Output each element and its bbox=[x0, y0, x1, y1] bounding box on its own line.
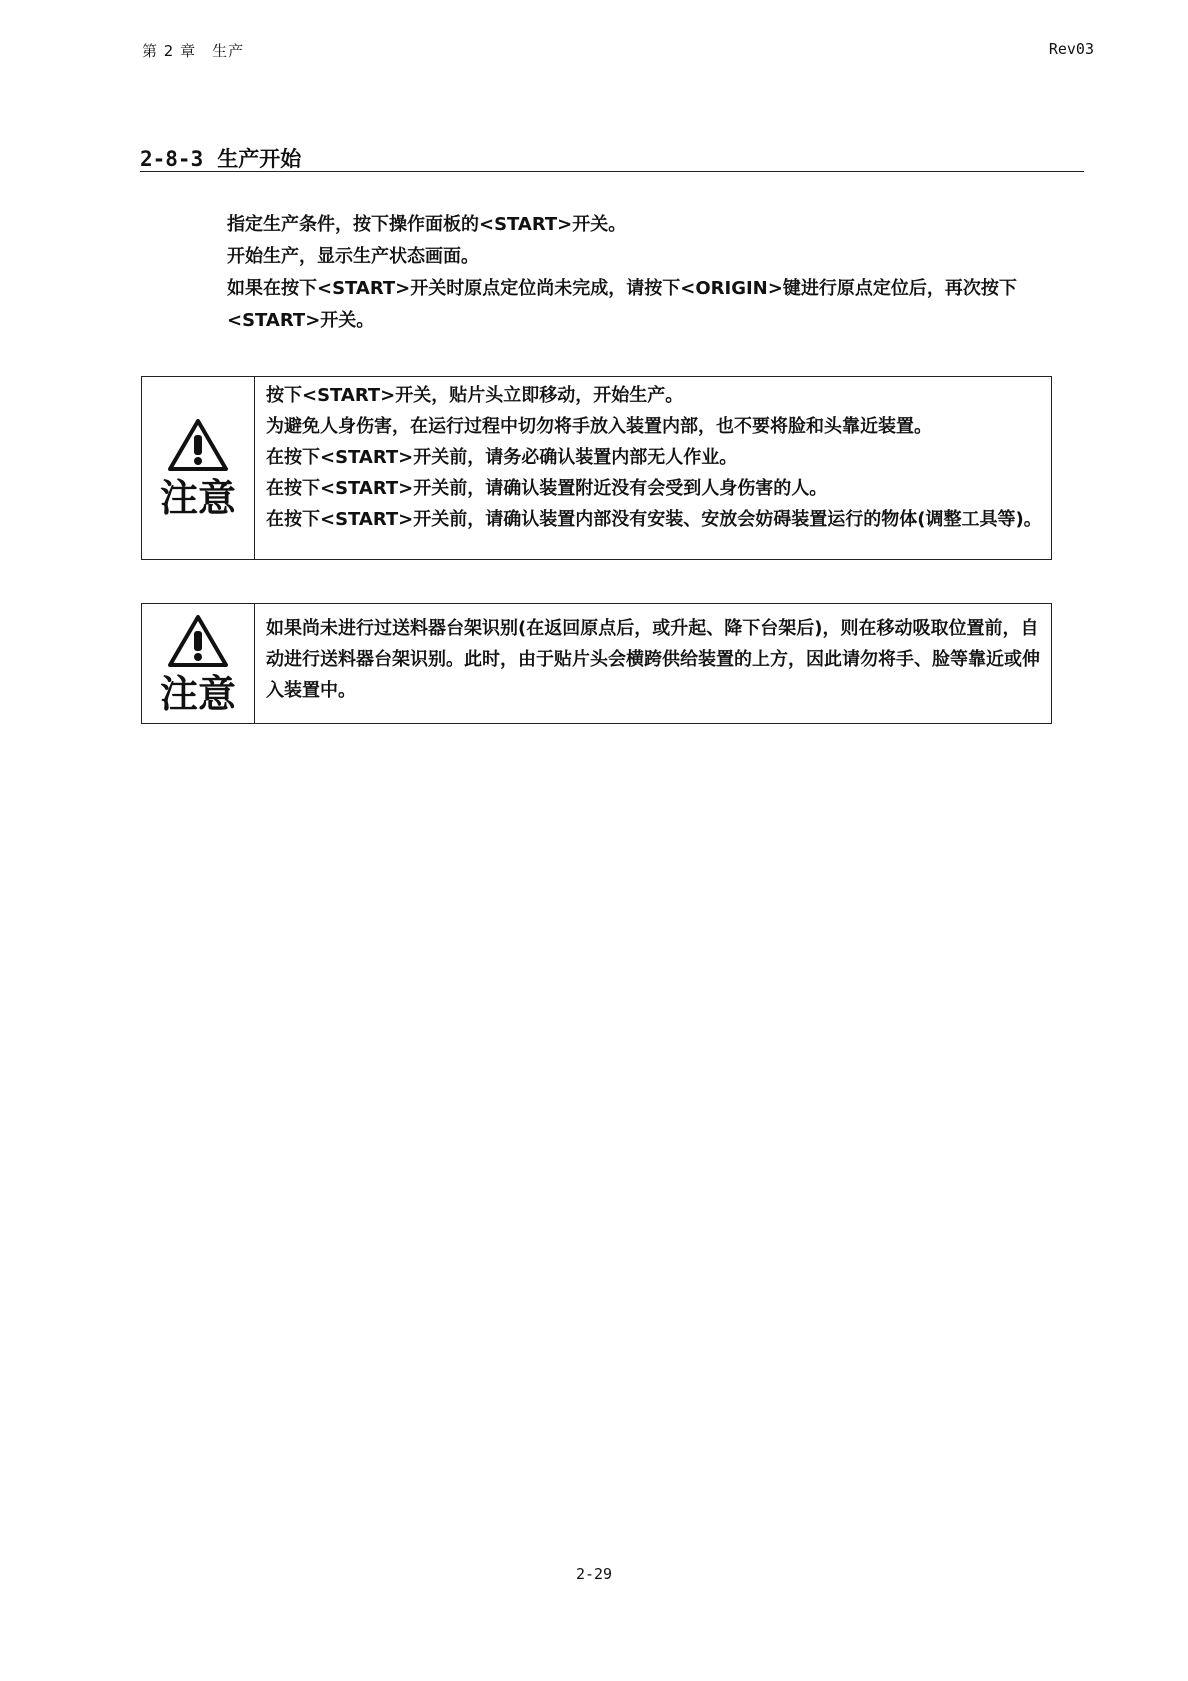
body-text bbox=[227, 209, 1087, 337]
caution-line: 在按下<START>开关前，请务必确认装置内部无人作业。 bbox=[266, 447, 738, 468]
caution-line: 在按下<START>开关前，请确认装置内部没有安装、安放会妨碍装置运行的物体(调整工具等)。 bbox=[266, 509, 1042, 530]
caution-line: 按下<START>开关，贴片头立即移动，开始生产。 bbox=[266, 385, 684, 406]
caution-box bbox=[141, 376, 1052, 560]
caution-text bbox=[255, 604, 1051, 723]
caution-line: 在按下<START>开关前，请确认装置附近没有会受到人身伤害的人。 bbox=[266, 478, 828, 499]
page-number: 2-29 bbox=[575, 1565, 613, 1583]
section-title: 生产开始 bbox=[217, 147, 302, 171]
warning-triangle-icon bbox=[166, 613, 230, 669]
caution-line: 为避免人身伤害，在运行过程中切勿将手放入装置内部，也不要将脸和头靠近装置。 bbox=[266, 416, 932, 437]
header-chapter: 第 2 章 生产 bbox=[142, 42, 245, 60]
caution-text bbox=[255, 377, 1050, 559]
caution-label: 注意 bbox=[159, 476, 236, 520]
section-number: 2-8-3 bbox=[140, 147, 204, 171]
body-line: 指定生产条件，按下操作面板的<START>开关。 bbox=[227, 214, 627, 235]
body-line: 开始生产，显示生产状态画面。 bbox=[227, 246, 479, 267]
caution-icon-cell bbox=[142, 377, 255, 559]
header-revision: Rev03 bbox=[1048, 40, 1094, 58]
body-line: 如果在按下<START>开关时原点定位尚未完成，请按下<ORIGIN>键进行原点定位后，再次按下<START>开关。 bbox=[227, 278, 1017, 331]
caution-label: 注意 bbox=[159, 671, 236, 716]
warning-triangle-icon bbox=[166, 417, 230, 473]
caution-box bbox=[141, 603, 1052, 724]
caution-line: 如果尚未进行过送料器台架识别(在返回原点后，或升起、降下台架后)，则在移动吸取位置前，自动进行送料器台架识别。此时，由于贴片头会横跨供给装置的上方，因此请勿将手、脸等靠近或伸入装置中。 bbox=[266, 618, 1040, 701]
caution-icon-cell bbox=[142, 604, 255, 723]
section-heading bbox=[140, 143, 1084, 172]
